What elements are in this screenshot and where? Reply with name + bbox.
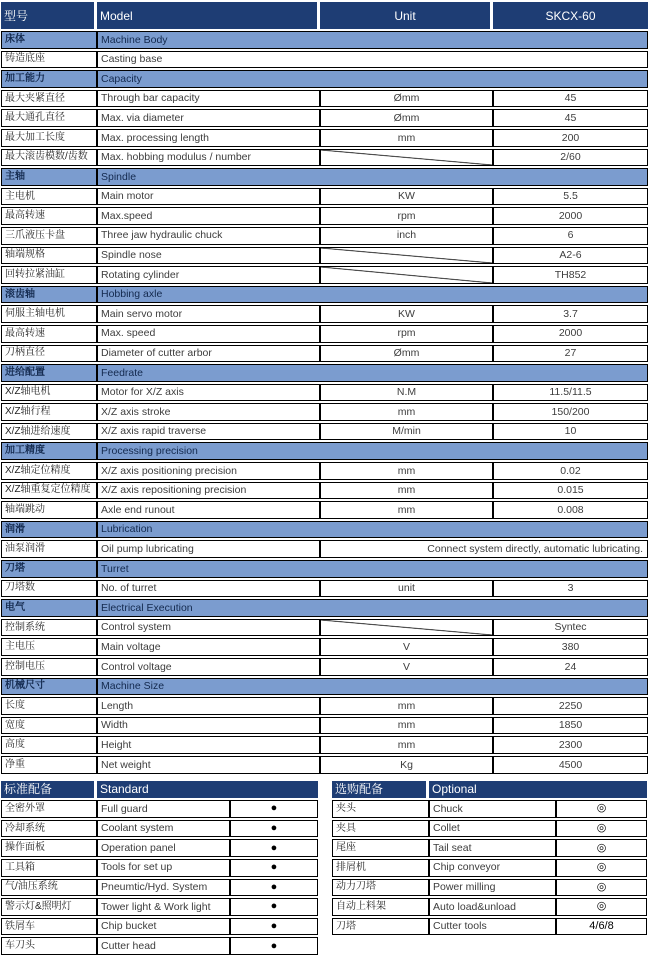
spec-label-en: Control system: [97, 619, 320, 637]
spec-label-zh: 最大夹紧直径: [1, 90, 97, 108]
spec-label-en: Main servo motor: [97, 305, 320, 323]
spec-unit-cell: mm: [320, 501, 493, 519]
standard-item-en: Chip bucket: [97, 918, 230, 936]
spec-label-zh: 油泵润滑: [1, 540, 97, 558]
section-label-zh: 滚齿轴: [1, 286, 97, 304]
spec-unit-cell: mm: [320, 129, 493, 147]
spec-label-zh: 最大滚齿模数/齿数: [1, 149, 97, 167]
spec-unit-cell: M/min: [320, 423, 493, 441]
standard-item-mark: ●: [230, 800, 318, 818]
optional-accessories-table: [332, 781, 647, 936]
spec-label-zh: 伺服主轴电机: [1, 305, 97, 323]
spec-unit-cell: unit: [320, 580, 493, 598]
standard-item-zh: 操作面板: [1, 839, 97, 857]
spec-value-cell: TH852: [493, 266, 648, 284]
spec-label-zh: X/Z轴重复定位精度: [1, 482, 97, 500]
spec-label-zh: 轴端规格: [1, 247, 97, 265]
optional-header-en: Optional: [429, 781, 647, 799]
optional-item-mark: ◎: [556, 820, 647, 838]
na-slash-cell: [320, 266, 493, 284]
optional-item-en: Tail seat: [429, 839, 556, 857]
spec-unit-cell: V: [320, 638, 493, 656]
spec-value-cell: 2/60: [493, 149, 648, 167]
optional-item-mark: 4/6/8: [556, 918, 647, 936]
spec-label-zh: 刀柄直径: [1, 345, 97, 363]
optional-item-en: Cutter tools: [429, 918, 556, 936]
spec-unit-cell: inch: [320, 227, 493, 245]
machine-spec-table: [1, 2, 650, 774]
spec-value-cell: 2000: [493, 325, 648, 343]
section-label-zh: 主轴: [1, 168, 97, 186]
spec-label-zh: 主电机: [1, 188, 97, 206]
spec-label-en: Oil pump lubricating: [97, 540, 320, 558]
standard-header-zh: 标准配备: [1, 781, 97, 799]
spec-unit-cell: KW: [320, 305, 493, 323]
section-label-zh: 机械尺寸: [1, 678, 97, 696]
header-model-number: SKCX-60: [493, 2, 648, 29]
spec-label-en: Motor for X/Z axis: [97, 384, 320, 402]
optional-item-zh: 夹具: [332, 820, 429, 838]
optional-item-en: Chip conveyor: [429, 859, 556, 877]
optional-header-zh: 选购配备: [332, 781, 429, 799]
spec-label-zh: 轴端跳动: [1, 501, 97, 519]
spec-label-en: Main motor: [97, 188, 320, 206]
spec-label-en: X/Z axis repositioning precision: [97, 482, 320, 500]
standard-item-en: Operation panel: [97, 839, 230, 857]
spec-label-zh: 主电压: [1, 638, 97, 656]
optional-item-zh: 动力刀塔: [332, 879, 429, 897]
spec-label-zh: 长度: [1, 697, 97, 715]
spec-label-en: Net weight: [97, 756, 320, 774]
optional-item-zh: 排屑机: [332, 859, 429, 877]
standard-item-zh: 工具箱: [1, 859, 97, 877]
spec-value-cell: 2000: [493, 207, 648, 225]
standard-item-zh: 冷却系统: [1, 820, 97, 838]
spec-label-en: Length: [97, 697, 320, 715]
accessory-tables: [1, 781, 650, 955]
optional-item-zh: 夹头: [332, 800, 429, 818]
section-label-en: Feedrate: [97, 364, 648, 382]
spec-value-cell: Syntec: [493, 619, 648, 637]
spec-label-en: Rotating cylinder: [97, 266, 320, 284]
spec-value-cell: 1850: [493, 717, 648, 735]
spec-unit-cell: mm: [320, 697, 493, 715]
section-label-en: Hobbing axle: [97, 286, 648, 304]
spec-value-cell: 2300: [493, 736, 648, 754]
section-label-en: Processing precision: [97, 442, 648, 460]
header-unit-label: Unit: [320, 2, 493, 29]
optional-item-mark: ◎: [556, 839, 647, 857]
spec-label-zh: 宽度: [1, 717, 97, 735]
section-label-zh: 加工能力: [1, 70, 97, 88]
standard-item-zh: 全密外罩: [1, 800, 97, 818]
standard-item-mark: ●: [230, 839, 318, 857]
optional-item-mark: ◎: [556, 898, 647, 916]
standard-item-mark: ●: [230, 859, 318, 877]
spec-unit-cell: Kg: [320, 756, 493, 774]
spec-value-cell: 380: [493, 638, 648, 656]
spec-label-zh: 刀塔数: [1, 580, 97, 598]
optional-item-mark: ◎: [556, 859, 647, 877]
optional-item-en: Collet: [429, 820, 556, 838]
spec-value-cell: 200: [493, 129, 648, 147]
optional-item-mark: ◎: [556, 879, 647, 897]
standard-item-zh: 铁屑车: [1, 918, 97, 936]
spec-value-cell: 0.008: [493, 501, 648, 519]
spec-value-cell: 27: [493, 345, 648, 363]
spec-value-cell: 0.015: [493, 482, 648, 500]
spec-label-zh: 回转拉紧油缸: [1, 266, 97, 284]
header-model-label-en: Model: [97, 2, 320, 29]
spec-value-cell: 45: [493, 109, 648, 127]
spec-label-en: Height: [97, 736, 320, 754]
standard-item-mark: ●: [230, 820, 318, 838]
spec-label-en: Three jaw hydraulic chuck: [97, 227, 320, 245]
optional-item-en: Power milling: [429, 879, 556, 897]
section-label-zh: 加工精度: [1, 442, 97, 460]
spec-label-en: Through bar capacity: [97, 90, 320, 108]
spec-label-en: X/Z axis stroke: [97, 403, 320, 421]
section-label-zh: 刀塔: [1, 560, 97, 578]
spec-unit-cell: mm: [320, 482, 493, 500]
spec-value-cell: 5.5: [493, 188, 648, 206]
header-model-label-zh: 型号: [1, 2, 97, 29]
spec-label-en: Max. speed: [97, 325, 320, 343]
spec-label-zh: 净重: [1, 756, 97, 774]
spec-merged-value: Connect system directly, automatic lubricating.: [320, 540, 648, 558]
standard-item-en: Full guard: [97, 800, 230, 818]
na-slash-cell: [320, 247, 493, 265]
optional-item-zh: 尾座: [332, 839, 429, 857]
standard-item-mark: ●: [230, 937, 318, 955]
spec-label-zh: 控制系统: [1, 619, 97, 637]
spec-value-cell: 24: [493, 658, 648, 676]
spec-value-cell: 0.02: [493, 462, 648, 480]
spec-value-cell: 45: [493, 90, 648, 108]
optional-item-mark: ◎: [556, 800, 647, 818]
na-slash-cell: [320, 149, 493, 167]
standard-item-en: Cutter head: [97, 937, 230, 955]
spec-value-cell: 4500: [493, 756, 648, 774]
section-label-en: Machine Size: [97, 678, 648, 696]
spec-unit-cell: Ømm: [320, 90, 493, 108]
spec-label-zh: X/Z轴进给速度: [1, 423, 97, 441]
spec-value-cell: 3: [493, 580, 648, 598]
standard-item-en: Tower light & Work light: [97, 898, 230, 916]
standard-item-mark: ●: [230, 918, 318, 936]
section-label-en: Electrical Execution: [97, 599, 648, 617]
standard-item-zh: 警示灯&照明灯: [1, 898, 97, 916]
section-label-en: Capacity: [97, 70, 648, 88]
spec-value-cell: 6: [493, 227, 648, 245]
spec-unit-cell: V: [320, 658, 493, 676]
spec-unit-cell: KW: [320, 188, 493, 206]
standard-item-zh: 车刀头: [1, 937, 97, 955]
spec-label-zh: 最高转速: [1, 325, 97, 343]
spec-label-zh: X/Z轴定位精度: [1, 462, 97, 480]
section-label-zh: 电气: [1, 599, 97, 617]
spec-label-en: Max. processing length: [97, 129, 320, 147]
spec-label-zh: 控制电压: [1, 658, 97, 676]
standard-item-mark: ●: [230, 898, 318, 916]
spec-value-span: Casting base: [97, 51, 648, 69]
standard-item-zh: 气/油压系统: [1, 879, 97, 897]
spec-label-zh: 最大加工长度: [1, 129, 97, 147]
spec-label-en: Width: [97, 717, 320, 735]
spec-unit-cell: Ømm: [320, 109, 493, 127]
optional-item-en: Chuck: [429, 800, 556, 818]
spec-unit-cell: mm: [320, 462, 493, 480]
spec-value-cell: 2250: [493, 697, 648, 715]
spec-label-en: No. of turret: [97, 580, 320, 598]
spec-unit-cell: mm: [320, 736, 493, 754]
spec-label-zh: 最大通孔直径: [1, 109, 97, 127]
standard-header-en: Standard: [97, 781, 318, 799]
standard-item-en: Coolant system: [97, 820, 230, 838]
spec-label-en: Max.speed: [97, 207, 320, 225]
spec-unit-cell: rpm: [320, 207, 493, 225]
spec-label-zh: X/Z轴电机: [1, 384, 97, 402]
spec-value-cell: 150/200: [493, 403, 648, 421]
spec-unit-cell: mm: [320, 717, 493, 735]
spec-unit-cell: Ømm: [320, 345, 493, 363]
standard-item-en: Tools for set up: [97, 859, 230, 877]
section-label-zh: 床体: [1, 31, 97, 49]
standard-accessories-table: [1, 781, 318, 955]
section-label-en: Turret: [97, 560, 648, 578]
spec-label-zh: 三爪液压卡盘: [1, 227, 97, 245]
spec-label-zh: 高度: [1, 736, 97, 754]
spec-label-en: X/Z axis rapid traverse: [97, 423, 320, 441]
standard-item-en: Pneumtic/Hyd. System: [97, 879, 230, 897]
spec-label-zh: 铸造底座: [1, 51, 97, 69]
section-label-en: Machine Body: [97, 31, 648, 49]
spec-label-en: Axle end runout: [97, 501, 320, 519]
spec-label-zh: X/Z轴行程: [1, 403, 97, 421]
spec-value-cell: A2-6: [493, 247, 648, 265]
spec-value-cell: 11.5/11.5: [493, 384, 648, 402]
spec-unit-cell: N.M: [320, 384, 493, 402]
spec-label-en: Control voltage: [97, 658, 320, 676]
section-label-en: Lubrication: [97, 521, 648, 539]
spec-unit-cell: rpm: [320, 325, 493, 343]
spec-unit-cell: mm: [320, 403, 493, 421]
optional-item-zh: 刀塔: [332, 918, 429, 936]
spec-label-en: Max. via diameter: [97, 109, 320, 127]
spec-label-en: Max. hobbing modulus / number: [97, 149, 320, 167]
spec-label-en: Spindle nose: [97, 247, 320, 265]
na-slash-cell: [320, 619, 493, 637]
section-label-en: Spindle: [97, 168, 648, 186]
section-label-zh: 进给配置: [1, 364, 97, 382]
optional-item-zh: 自动上料架: [332, 898, 429, 916]
spec-label-zh: 最高转速: [1, 207, 97, 225]
standard-item-mark: ●: [230, 879, 318, 897]
section-label-zh: 润滑: [1, 521, 97, 539]
spec-value-cell: 3.7: [493, 305, 648, 323]
spec-label-en: Main voltage: [97, 638, 320, 656]
spec-value-cell: 10: [493, 423, 648, 441]
optional-item-en: Auto load&unload: [429, 898, 556, 916]
spec-label-en: X/Z axis positioning precision: [97, 462, 320, 480]
spec-label-en: Diameter of cutter arbor: [97, 345, 320, 363]
